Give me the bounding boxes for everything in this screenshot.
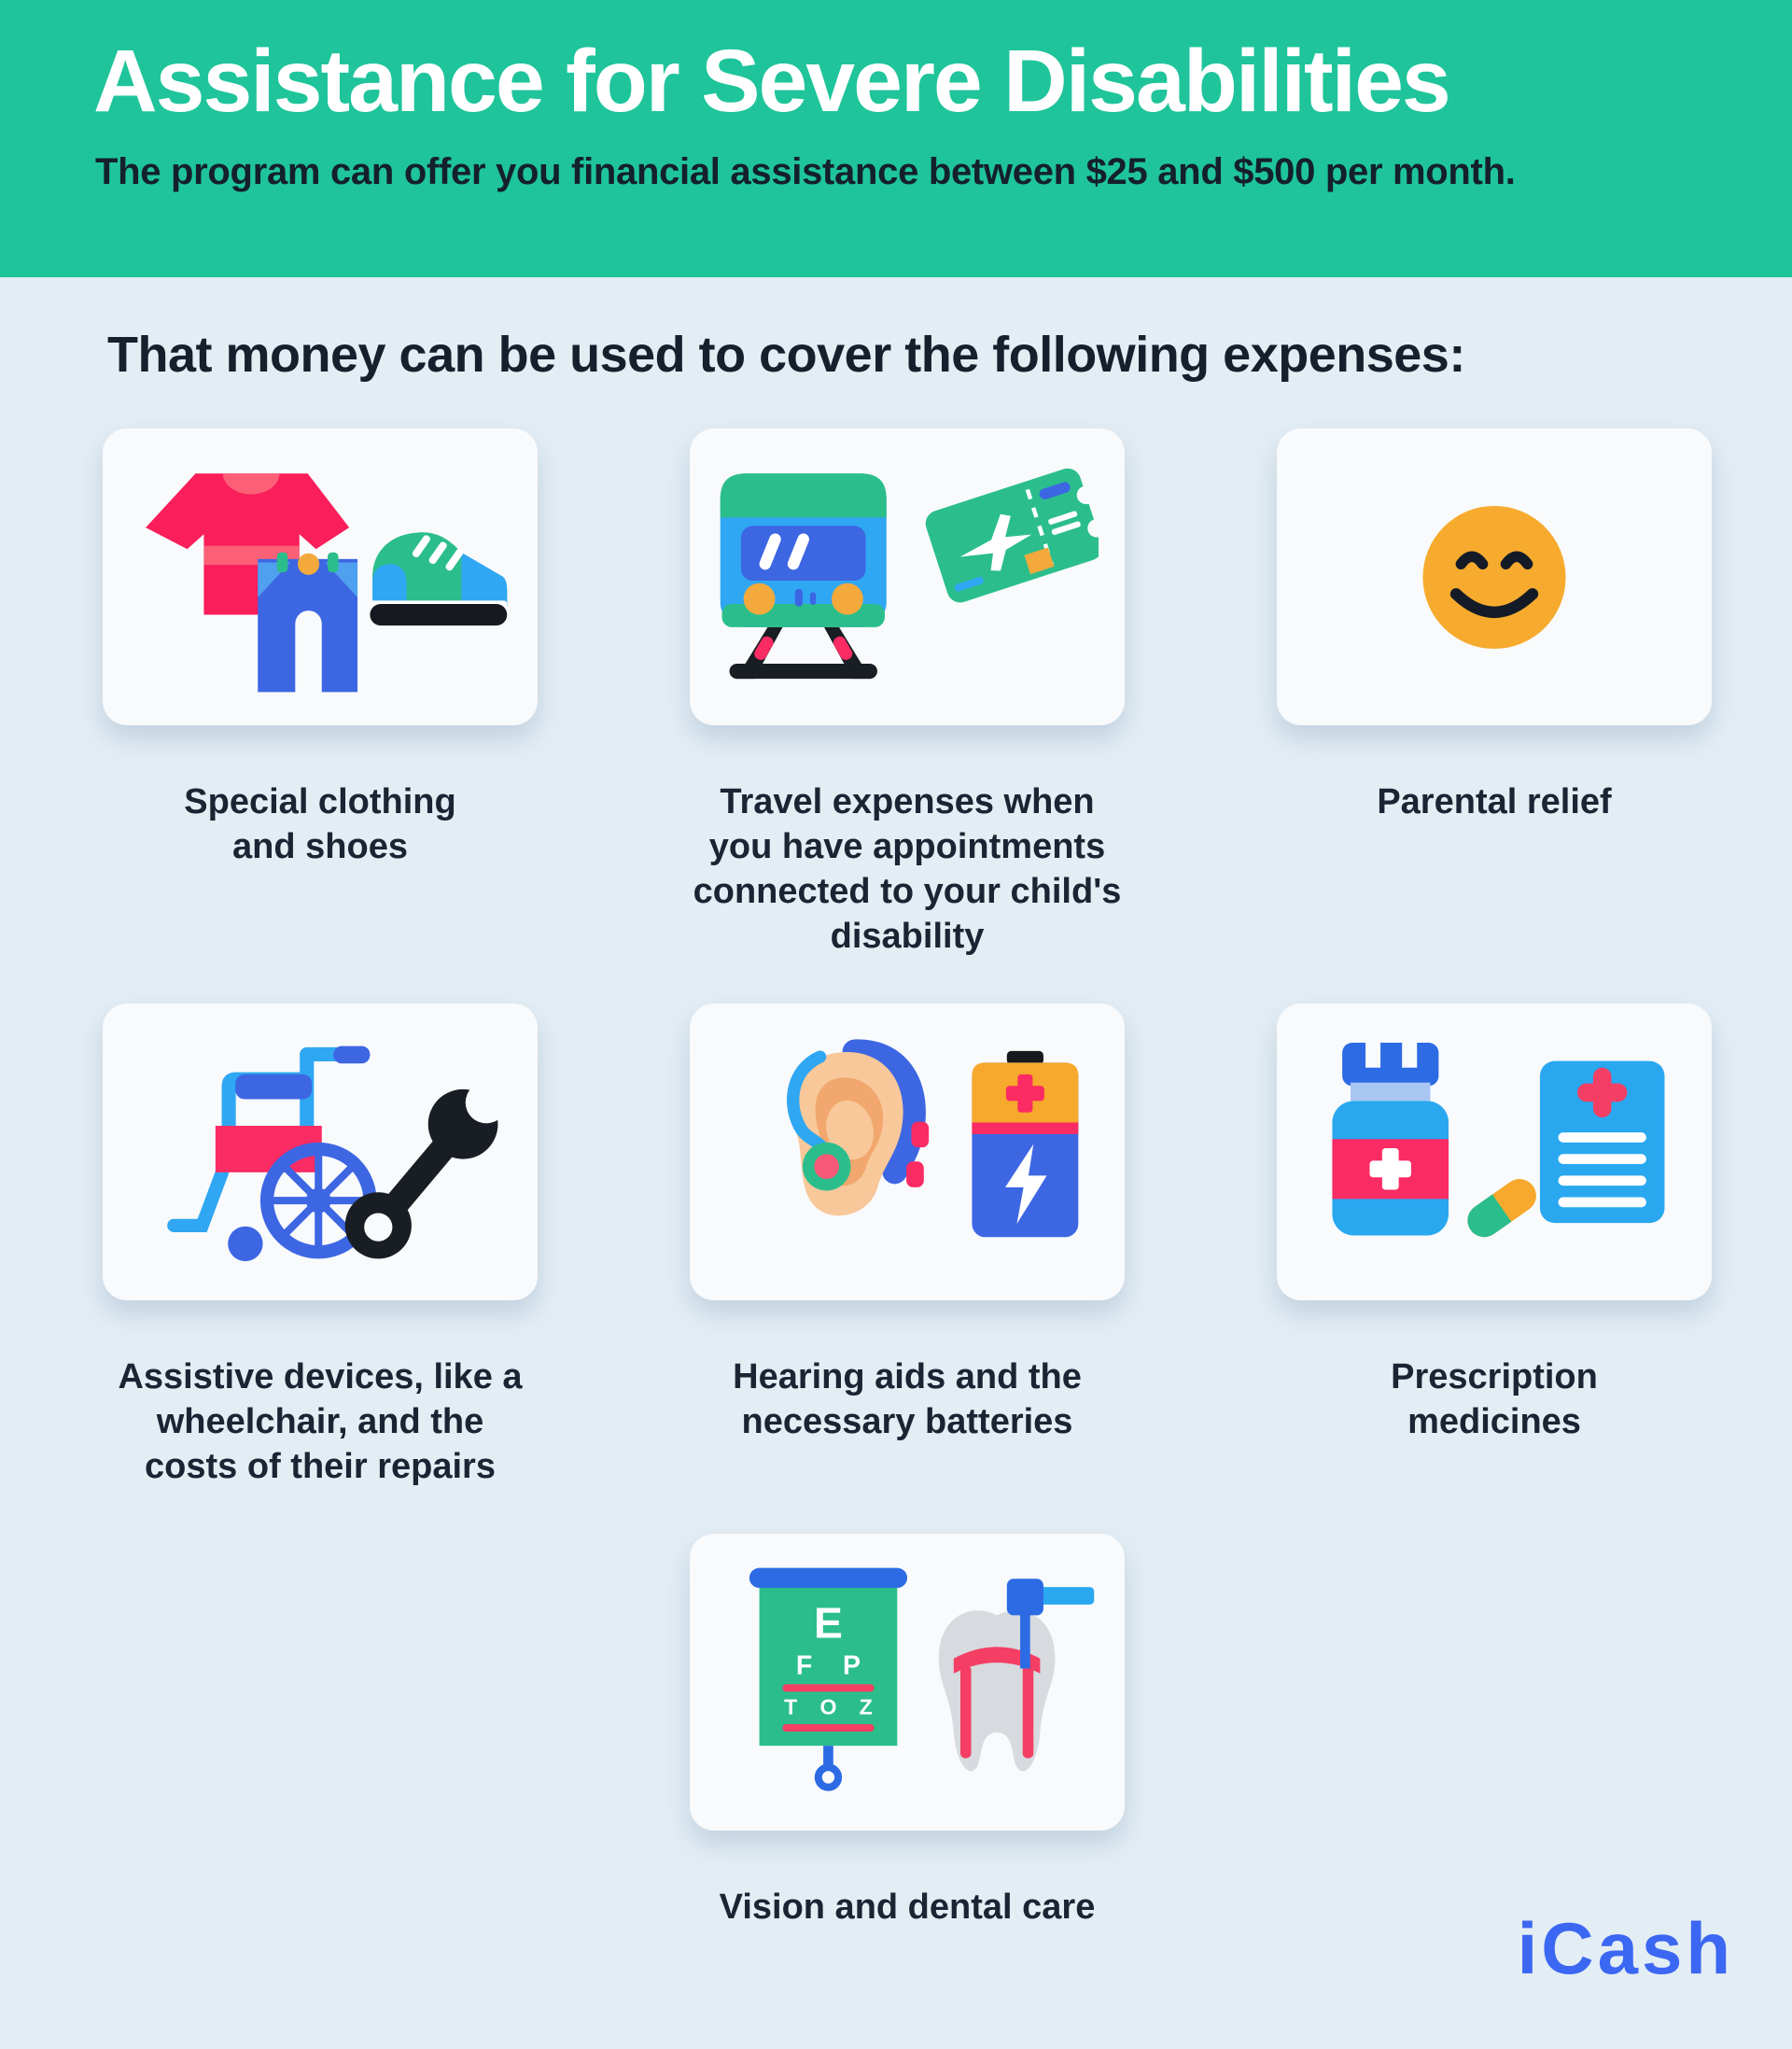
train-shape xyxy=(721,473,887,679)
label-line: Prescription xyxy=(1391,1357,1598,1397)
expenses-grid xyxy=(0,428,1792,1930)
card-parental-relief xyxy=(1277,428,1712,725)
eye-chart-shape xyxy=(749,1567,907,1787)
label-line: disability xyxy=(830,917,985,957)
wheelchair-shape xyxy=(174,1046,370,1261)
label-line: Parental relief xyxy=(1377,782,1612,822)
svg-text:F P: F P xyxy=(795,1650,873,1681)
header-banner xyxy=(0,0,1792,277)
expense-item-parental-relief xyxy=(1277,428,1712,959)
expense-item-special-clothing xyxy=(103,428,538,959)
pill-bottle-shape xyxy=(1332,1043,1449,1235)
label-line: and shoes xyxy=(232,827,408,867)
medicine-bottle-and-prescription-icon xyxy=(1303,1028,1686,1277)
label-line: Assistive devices, like a xyxy=(118,1357,523,1397)
card-hearing-aids xyxy=(690,1003,1125,1300)
label-line: necessary batteries xyxy=(741,1402,1073,1442)
svg-text:E: E xyxy=(814,1598,843,1648)
label-line: connected to your child's xyxy=(693,872,1122,912)
ticket-shape xyxy=(922,462,1099,606)
expense-label xyxy=(1277,779,1712,824)
expense-item-vision-dental xyxy=(690,1534,1125,1930)
page-subtitle: The program can offer you financial assistance between $25 and $500 per month. xyxy=(95,150,1516,192)
capsule-shape xyxy=(1461,1172,1542,1243)
expense-label xyxy=(147,779,493,869)
eye-chart-and-tooth-icon xyxy=(716,1558,1099,1807)
expense-item-travel-expenses xyxy=(690,428,1125,959)
battery-shape xyxy=(972,1051,1078,1237)
label-line: medicines xyxy=(1407,1402,1581,1442)
smiley-face-icon xyxy=(1303,453,1686,702)
label-line: Hearing aids and the xyxy=(733,1357,1082,1397)
icash-logo: iCash xyxy=(1517,1907,1734,1989)
card-travel-expenses xyxy=(690,428,1125,725)
prescription-doc-shape xyxy=(1540,1060,1665,1223)
label-line: Travel expenses when xyxy=(720,782,1095,822)
card-assistive-devices xyxy=(103,1003,538,1300)
label-line: costs of their repairs xyxy=(145,1447,496,1487)
tooth-shape xyxy=(939,1579,1094,1771)
label-line: Vision and dental care xyxy=(719,1888,1096,1928)
page-title: Assistance for Severe Disabilities xyxy=(93,32,1449,131)
expense-label xyxy=(103,1354,538,1489)
label-line: you have appointments xyxy=(708,827,1106,867)
expense-label xyxy=(707,1354,1108,1444)
expense-item-assistive-devices xyxy=(103,1003,538,1489)
wheelchair-and-wrench-icon xyxy=(129,1028,511,1277)
expense-label xyxy=(1354,1354,1634,1444)
jeans-shape xyxy=(258,552,357,692)
svg-text:T O Z: T O Z xyxy=(784,1693,881,1719)
expense-item-hearing-aids xyxy=(690,1003,1125,1489)
card-vision-dental xyxy=(690,1534,1125,1831)
label-line: wheelchair, and the xyxy=(156,1402,484,1442)
expense-label xyxy=(690,779,1125,959)
expense-label xyxy=(690,1885,1125,1930)
train-and-ticket-icon xyxy=(716,453,1099,702)
hearing-aid-and-battery-icon xyxy=(716,1028,1099,1277)
expense-item-prescription-medicines xyxy=(1277,1003,1712,1489)
sneaker-shape xyxy=(370,532,507,625)
card-special-clothing xyxy=(103,428,538,725)
smiley-face-shape xyxy=(1422,506,1565,649)
card-prescription-medicines xyxy=(1277,1003,1712,1300)
section-heading: That money can be used to cover the following expenses: xyxy=(107,327,1465,383)
wrench-shape xyxy=(345,1081,508,1258)
clothing-and-shoes-icon xyxy=(129,453,511,702)
label-line: Special clothing xyxy=(184,782,456,822)
ear-shape xyxy=(792,1051,929,1215)
